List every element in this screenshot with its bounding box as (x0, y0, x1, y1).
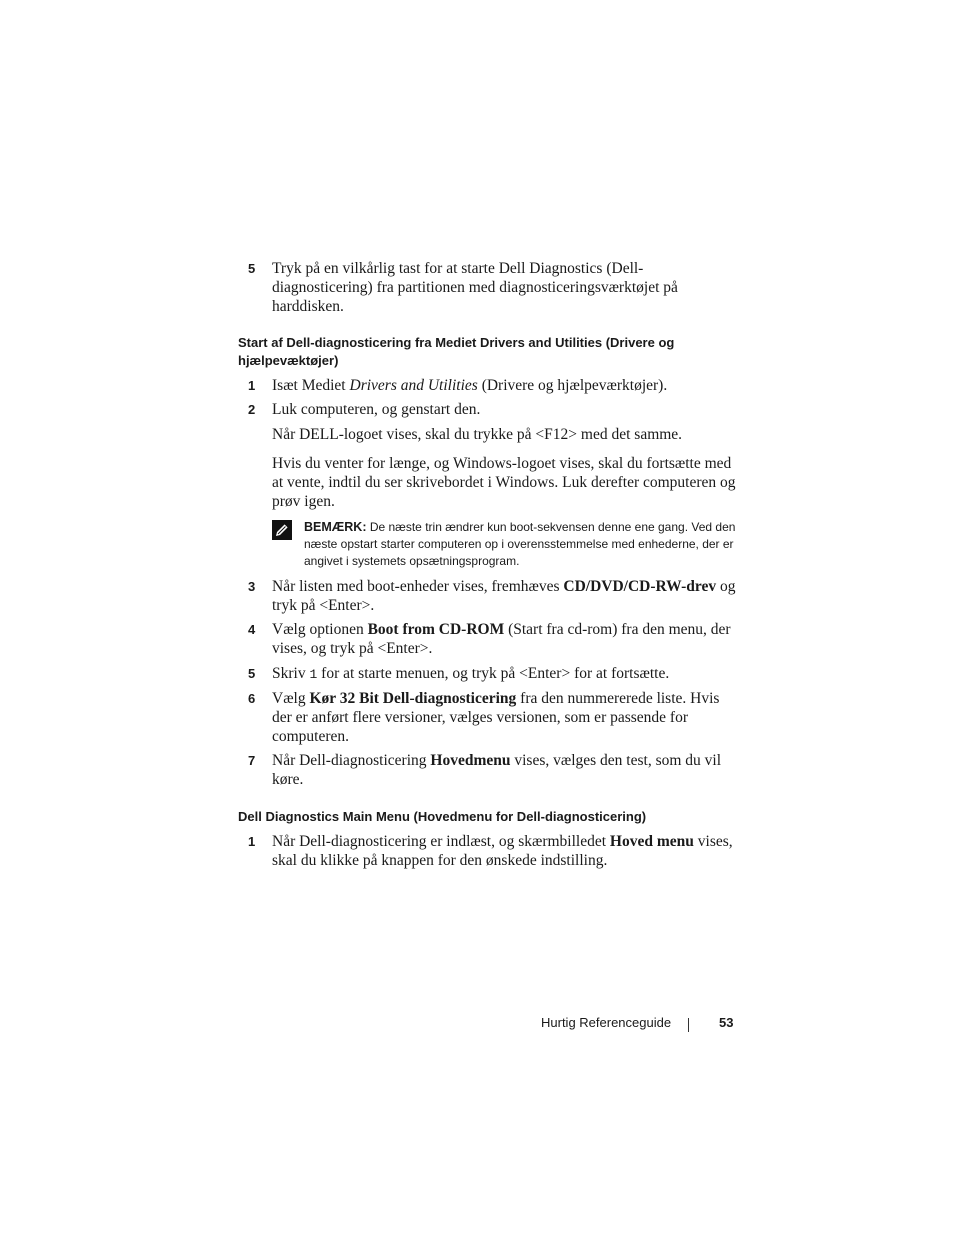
media-name: Drivers and Utilities (349, 377, 478, 394)
step-number: 5 (248, 261, 256, 276)
step-number: 7 (248, 753, 256, 768)
inline-code: 1 (309, 667, 318, 682)
list-item (238, 689, 738, 746)
step-text: Når Dell-diagnosticering Hovedmenu vises, vælges den test, som du vil køre. (272, 752, 722, 788)
section-heading: Start af Dell-diagnosticering fra Mediet Drivers and Utilities (Drivere og hjælpevæktøjer) (238, 335, 675, 368)
note-box (272, 519, 738, 570)
list-item (238, 751, 738, 789)
pencil-note-icon (272, 520, 292, 540)
step-number: 1 (248, 378, 256, 393)
note-label: BEMÆRK: (304, 520, 367, 534)
step-number: 1 (248, 834, 256, 849)
step-text: Vælg optionen Boot from CD-ROM (Start fra cd-rom) fra den menu, der vises, og tryk på <Enter>. (272, 621, 731, 657)
step-text: Når listen med boot-enheder vises, fremhæves CD/DVD/CD-RW-drev og tryk på <Enter>. (272, 578, 736, 614)
step-number: 6 (248, 691, 256, 706)
list-item (238, 577, 738, 615)
list-item (238, 620, 738, 658)
list-item (238, 259, 738, 316)
step-text: Luk computeren, og genstart den. (272, 401, 481, 418)
step-number: 5 (248, 666, 256, 681)
footer-divider (688, 1018, 689, 1032)
paragraph: Hvis du venter for længe, og Windows-logoet vises, skal du fortsætte med at vente, indtil du ser skrivebordet i Windows. Luk derefter computeren og prøv igen. (272, 455, 736, 510)
step-text: Vælg Kør 32 Bit Dell-diagnosticering fra den nummererede liste. Hvis der er anført flere versioner, vælges versionen, som er passende for computeren. (272, 690, 720, 745)
section-heading: Dell Diagnostics Main Menu (Hovedmenu for Dell-diagnosticering) (238, 809, 647, 824)
step-text: Tryk på en vilkårlig tast for at starte Dell Diagnostics (Dell-diagnosticering) fra partitionen med diagnosticeringsværktøjet på harddisken. (272, 260, 678, 315)
list-item (238, 832, 738, 870)
step-text: Isæt Mediet Drivers and Utilities (Drivere og hjælpeværktøjer). (272, 377, 668, 394)
list-item (238, 400, 738, 419)
note-text: BEMÆRK: De næste trin ændrer kun boot-sekvensen denne ene gang. Ved den næste opstart starter computeren op i overensstemmelse med enhederne, der er angivet i systemets opsætningsprogram. (304, 520, 736, 568)
step-text: Når Dell-diagnosticering er indlæst, og skærmbilledet Hoved menu vises, skal du klikke på knappen for den ønskede indstilling. (272, 833, 733, 869)
step-number: 2 (248, 402, 256, 417)
step-number: 3 (248, 579, 256, 594)
list-item (238, 376, 738, 395)
step-number: 4 (248, 622, 256, 637)
page-number: 53 (719, 1015, 734, 1030)
footer-title: Hurtig Referenceguide (541, 1015, 672, 1030)
paragraph: Når DELL-logoet vises, skal du trykke på <F12> med det samme. (272, 426, 683, 443)
step-text: Skriv 1 for at starte menuen, og tryk på <Enter> for at fortsætte. (272, 665, 670, 682)
list-item (238, 664, 738, 684)
